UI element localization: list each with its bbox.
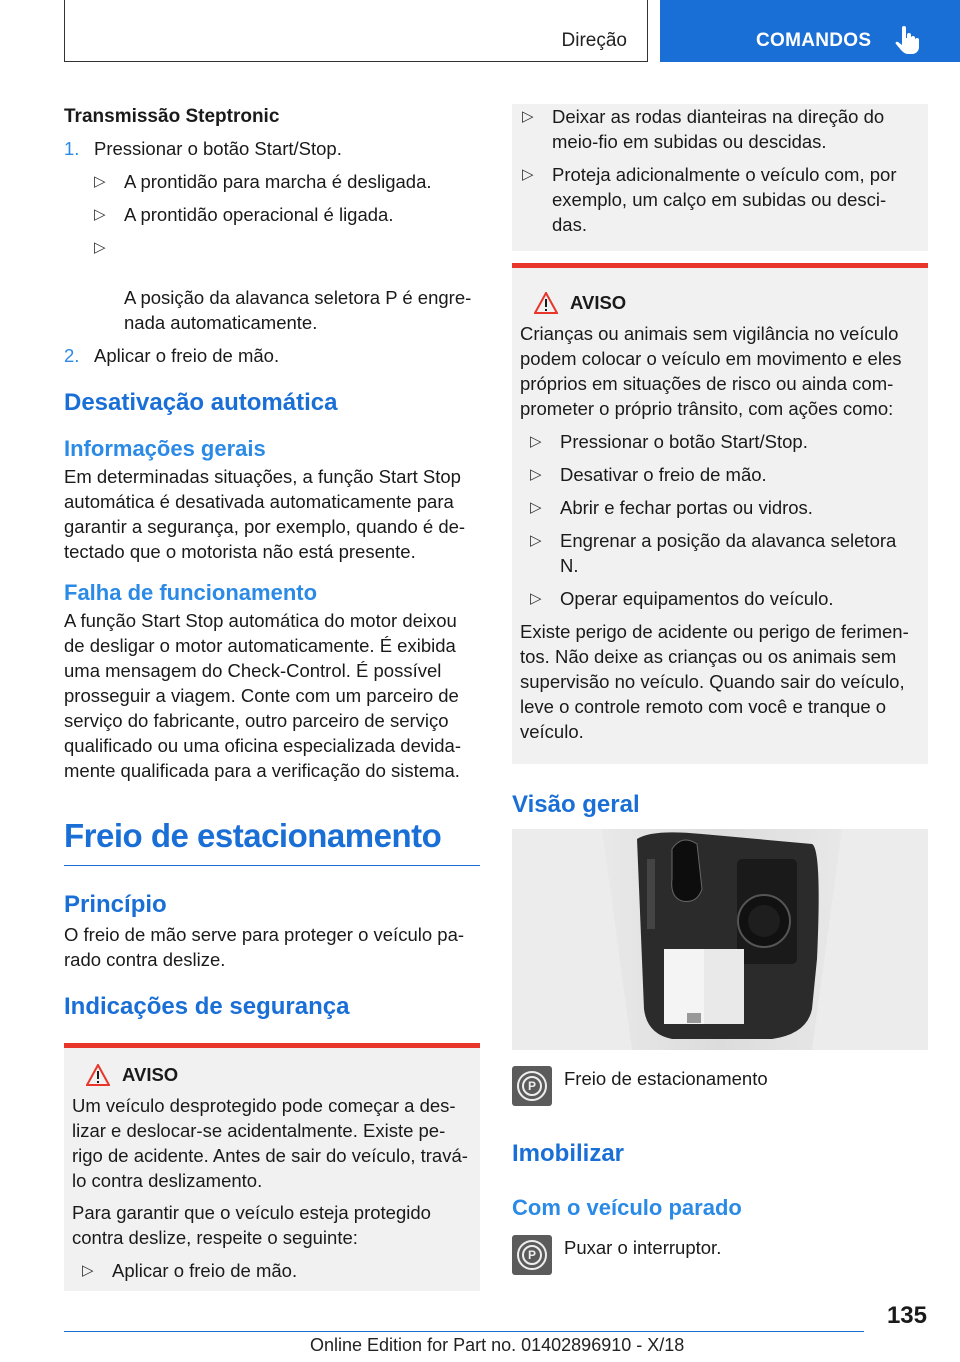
right-column [512,104,928,820]
warning-text: Um veículo desprotegido pode começar a des-lizar e deslocar-se acidentalmente. Existe pe-rigo de acidente. Antes de sair do veículo, travá-lo contra deslizamento. [72,1095,468,1191]
tips-box [512,104,928,251]
caption-row [512,1066,768,1106]
bullet-triangle-icon: ▷ [94,239,106,256]
bullet-item [530,429,920,454]
footer-edition: Online Edition for Part no. 01402896910 - X/18 [310,1335,685,1355]
warning-box [512,263,928,764]
step-text: Aplicar o freio de mão. [94,345,280,366]
warning-triangle-icon [534,292,558,314]
bullet-item [522,162,920,237]
bullet-triangle-icon: ▷ [94,173,106,190]
bullet-text: A prontidão operacional é ligada. [124,204,394,225]
malfunction-heading: Falha de funcionamento [64,580,318,605]
bullet-text: Deixar as rodas dianteiras na direção do meio-fio em subidas ou descidas. [552,106,885,152]
bullet-item [94,169,480,194]
bullet-item [94,202,480,227]
overview-heading: Visão geral [512,791,640,818]
bullet-triangle-icon: ▷ [530,499,542,516]
bullet-triangle-icon: ▷ [94,206,106,223]
parking-brake-icon: P [512,1066,552,1106]
principle-text: O freio de mão serve para proteger o veículo pa-rado contra deslize. [64,924,465,970]
warning-label: AVISO [570,292,627,313]
warning-text: Existe perigo de acidente ou perigo de ferimen-tos. Não deixe as crianças ou os animais sem supervisão no veículo. Quando sair do veículo, leve o controle remoto com você e tranque o veículo. [520,621,909,742]
center-console-illustration [512,829,928,1050]
bullet-triangle-icon: ▷ [522,108,534,125]
bullet-triangle-icon: ▷ [530,590,542,607]
heading-rule [64,865,480,866]
bullet-triangle-icon: ▷ [530,466,542,483]
step-item [64,136,480,161]
vehicle-stopped-heading: Com o veículo parado [512,1195,742,1220]
bullet-text: A prontidão para marcha é desligada. [124,171,432,192]
bullet-text: Pressionar o botão Start/Stop. [560,431,808,452]
warning-title [72,1062,472,1087]
bullet-item [530,586,920,611]
header-left-frame [64,0,648,62]
bullet-text: Operar equipamentos do veículo. [560,588,834,609]
photo-caption: Freio de estacionamento [564,1068,768,1089]
bullet-triangle-icon: ▷ [530,433,542,450]
section-title: COMANDOS [756,30,872,51]
bullet-text: Abrir e fechar portas ou vidros. [560,497,813,518]
warning-text: Para garantir que o veículo esteja protegido contra deslize, respeite o seguinte: [72,1202,431,1248]
instruction-text: Puxar o interruptor. [564,1237,722,1258]
warning-triangle-icon [86,1064,110,1086]
parking-brake-heading: Freio de estacionamento [64,817,442,854]
step-text: Pressionar o botão Start/Stop. [94,138,342,159]
footer-rule [64,1331,864,1332]
warning-box [64,1043,480,1291]
warning-label: AVISO [122,1064,179,1085]
principle-heading: Princípio [64,891,167,918]
bullet-text: Engrenar a posição da alavanca seletora N. [560,530,897,576]
bullet-triangle-icon: ▷ [522,166,534,183]
immobilize-heading: Imobilizar [512,1140,625,1167]
bullet-item [530,462,920,487]
bullet-text: Desativar o freio de mão. [560,464,767,485]
left-column [64,104,480,1291]
bullet-item [94,235,480,335]
auto-deactivation-heading: Desativação automática [64,389,338,416]
bullet-text: Proteja adicionalmente o veículo com, por exemplo, um calço em subidas ou desci-das. [552,164,897,235]
bullet-item [82,1258,472,1283]
general-info-text: Em determinadas situações, a função Start Stop automática é desativada automaticamente para garantir a segurança, por exemplo, quando é de-tectado que o motorista não está presente. [64,466,466,562]
bullet-item [530,495,920,520]
center-console-photo [512,829,928,1050]
step-item [64,343,480,368]
bullet-triangle-icon: ▷ [530,532,542,549]
parking-brake-icon: P [512,1235,552,1275]
bullet-item [522,104,920,154]
step-number: 2. [64,345,80,366]
chapter-title: Direção [561,30,627,51]
general-info-heading: Informações gerais [64,436,266,461]
warning-title [520,290,920,315]
hand-pointer-icon [894,26,920,54]
page-number: 135 [886,1302,927,1329]
safety-heading: Indicações de segurança [64,993,350,1020]
section-tab[interactable] [660,0,960,62]
step-number: 1. [64,138,80,159]
warning-text: Crianças ou animais sem vigilância no veículo podem colocar o veículo em movimento e eles próprios em situações de risco ou ainda com-prometer o próprio trânsito, com ações como: [520,323,902,419]
bullet-text: A posição da alavanca seletora P é engre- nada automaticamente. [124,287,472,333]
bullet-item [530,528,920,578]
bullet-triangle-icon: ▷ [82,1262,94,1279]
instruction-row [512,1235,721,1275]
bullet-text: Aplicar o freio de mão. [112,1260,298,1281]
steptronic-heading: Transmissão Steptronic [64,106,280,127]
malfunction-text: A função Start Stop automática do motor deixou de desligar o motor automaticamente. É exibida uma mensagem do Check-Control. É possível prosseguir a viagem. Conte com um parceiro de serviço do fabricante, outro parceiro de serviço qualificado ou uma oficina especializada devida-mente qualificada para a verificação do sistema. [64,610,461,781]
